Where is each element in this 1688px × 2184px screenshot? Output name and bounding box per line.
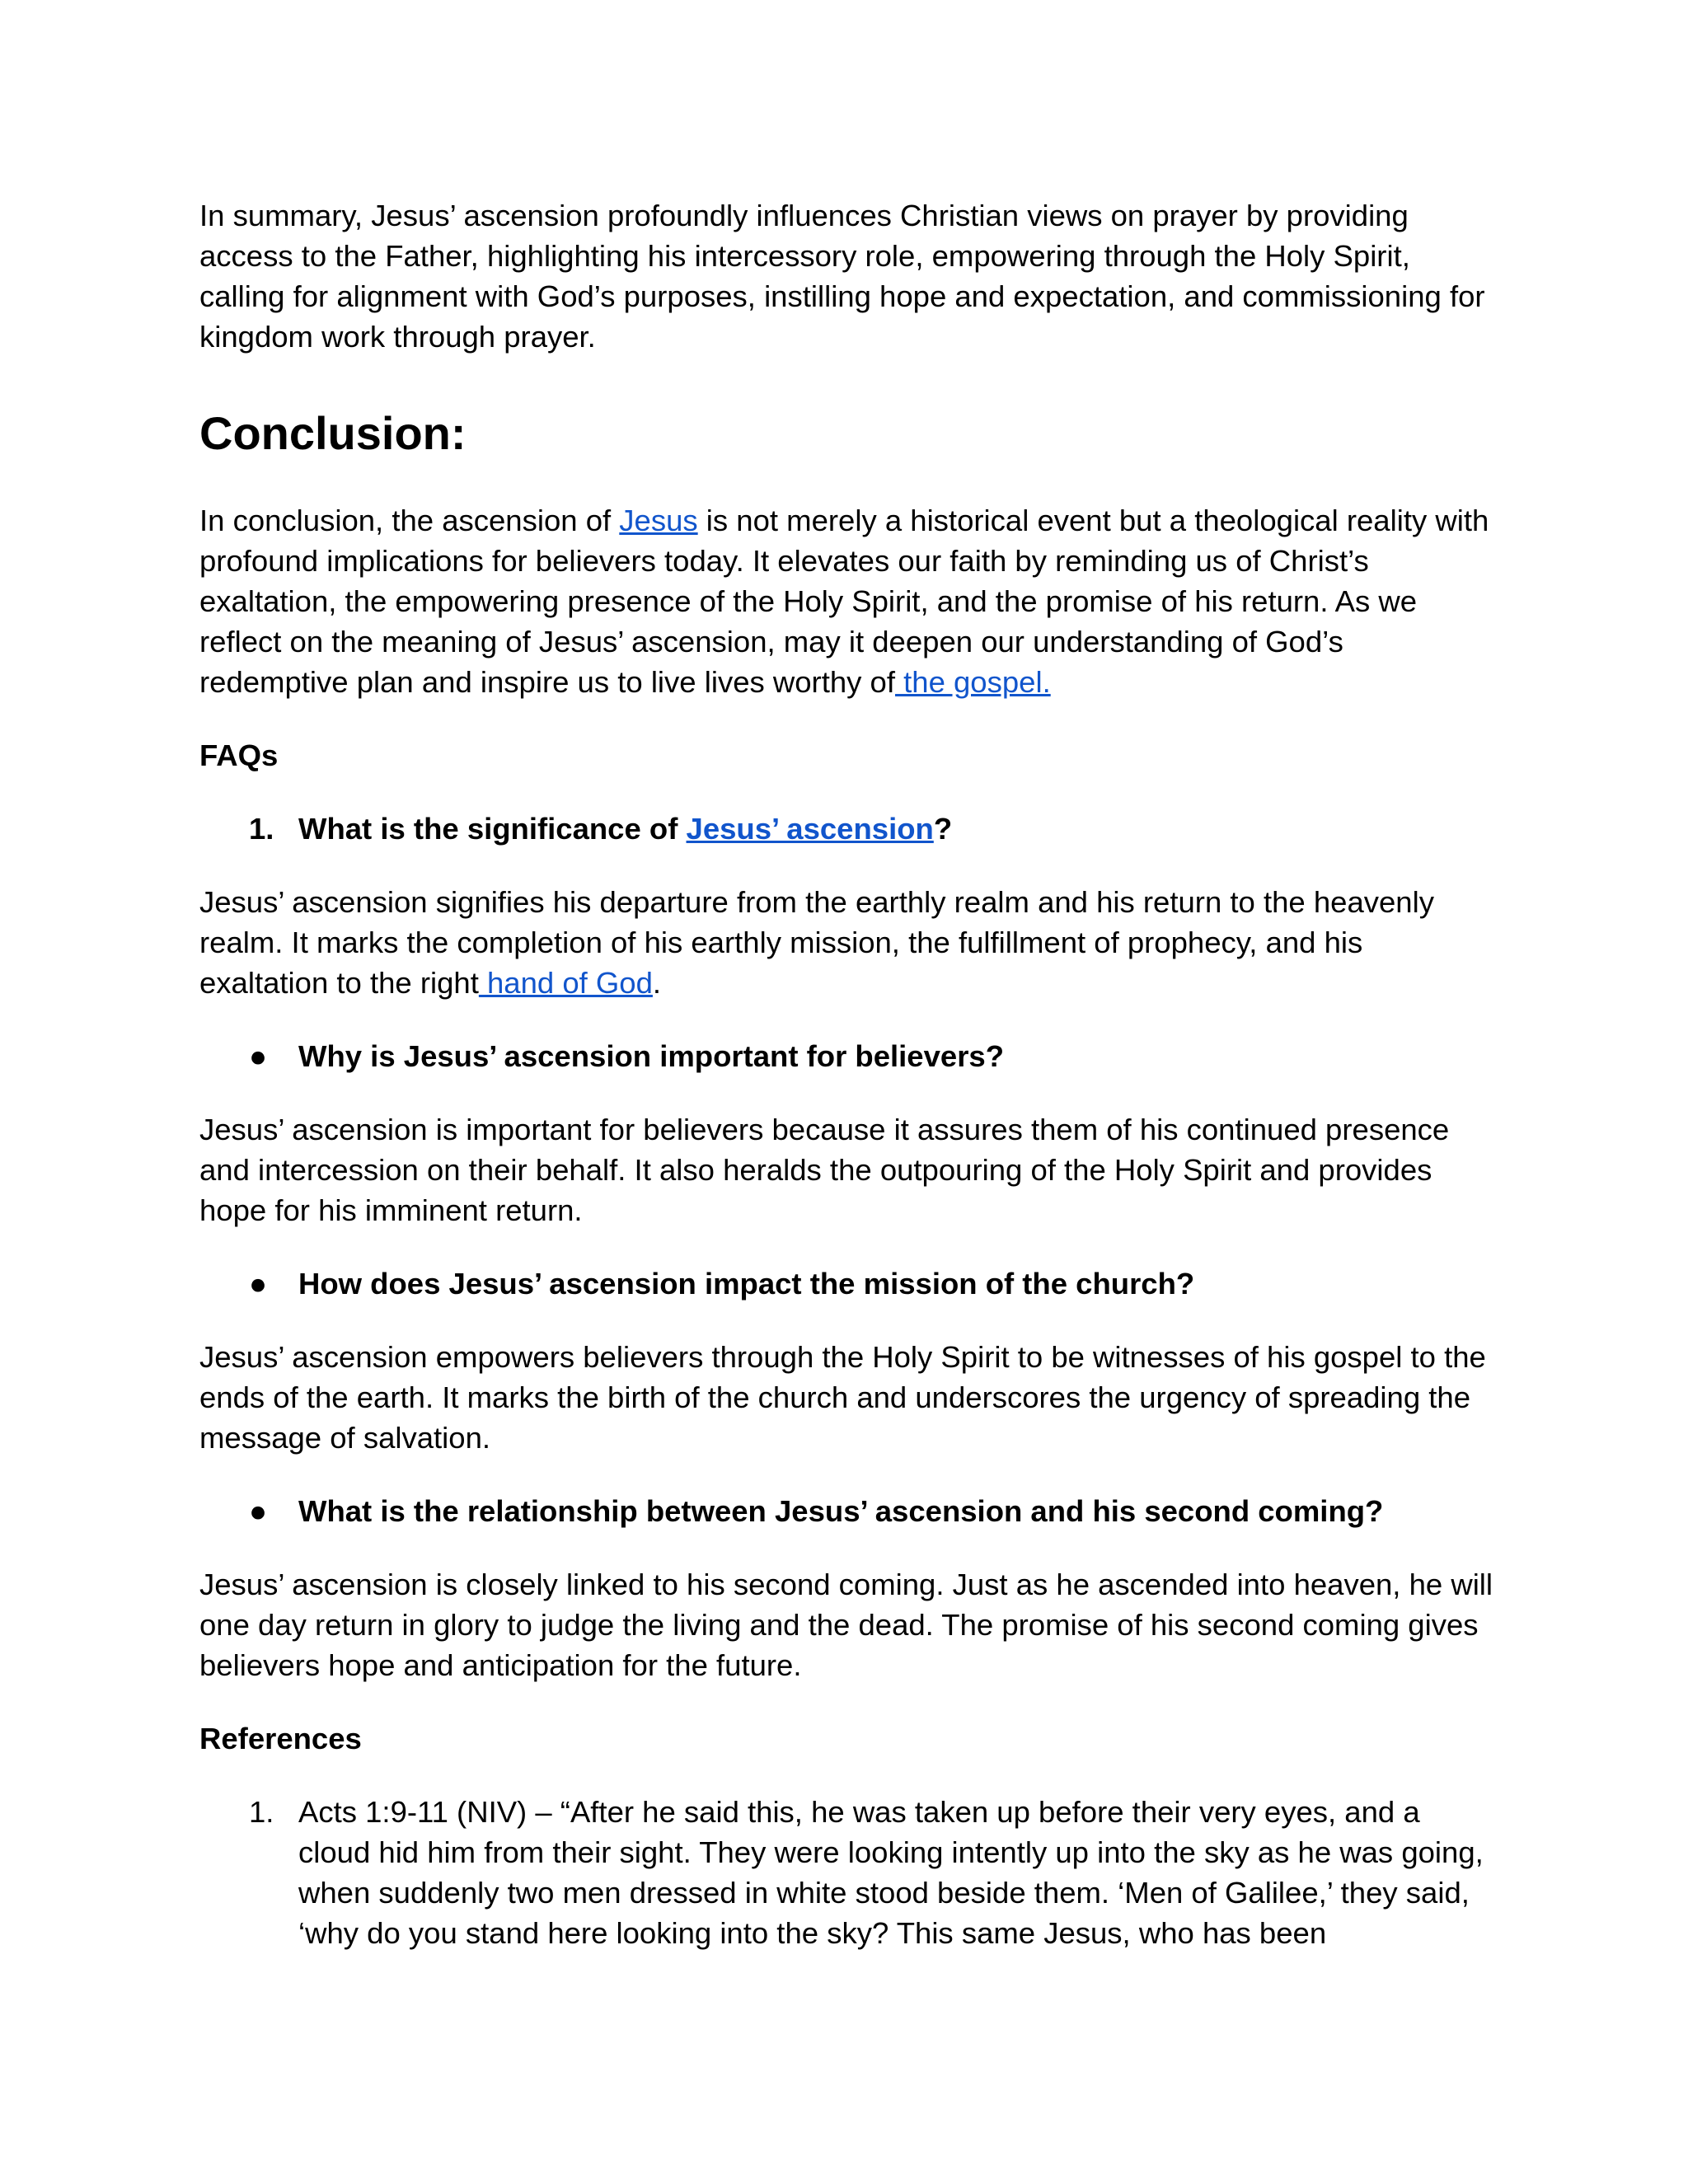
faq-question-3-text: How does Jesus’ ascension impact the mission of the church? <box>298 1267 1195 1301</box>
list-number: 1. <box>249 1795 274 1829</box>
conclusion-text-middle: is not merely a historical event but a theological reality with profound implications for believers today. It elevates our faith by reminding us of Christ’s exaltation, the empowering presence of the Holy Spirit, and the promise of his return. As we reflect on the meaning of Jesus’ ascension, may it deepen our understanding of God’s redemptive plan and inspire us to live lives worthy of <box>199 504 1489 699</box>
document-page <box>199 195 1493 1953</box>
faq-question-2-text: Why is Jesus’ ascension important for believers? <box>298 1039 1005 1073</box>
faq-question-3 <box>199 1263 1493 1304</box>
faq-question-1 <box>199 808 1493 849</box>
faq-question-4-text: What is the relationship between Jesus’ ascension and his second coming? <box>298 1494 1384 1528</box>
reference-item-text: Acts 1:9-11 (NIV) – “After he said this, he was taken up before their very eyes, and a cloud hid him from their sight. They were looking intently up into the sky as he was going, when suddenly two men dressed in white stood beside them. ‘Men of Galilee,’ they said, ‘why do you stand here looking into the sky? This same Jesus, who has been <box>298 1795 1484 1950</box>
faq-answer-1 <box>199 882 1493 1003</box>
faq-answer-3: Jesus’ ascension empowers believers through the Holy Spirit to be witnesses of his gospel to the ends of the earth. It marks the birth of the church and underscores the urgency of spreading the message of salvation. <box>199 1340 1486 1455</box>
jesus-ascension-link[interactable]: Jesus’ ascension <box>686 812 934 846</box>
references-heading: References <box>199 1722 362 1755</box>
faq-answer-1-text-after: . <box>652 966 662 1000</box>
gospel-link[interactable]: the gospel. <box>894 665 1051 699</box>
faq-answer-2: Jesus’ ascension is important for believers because it assures them of his continued presence and intercession on their behalf. It also heralds the outpouring of the Holy Spirit and provides hope for his imminent return. <box>199 1113 1450 1227</box>
bullet-icon: ● <box>249 1039 268 1073</box>
bullet-icon: ● <box>249 1494 268 1528</box>
faq-question-1-text-before: What is the significance of <box>298 812 687 846</box>
conclusion-text-before: In conclusion, the ascension of <box>199 504 620 537</box>
list-number: 1. <box>249 812 274 846</box>
faq-question-4 <box>199 1491 1493 1531</box>
reference-item <box>199 1792 1493 1953</box>
bullet-icon: ● <box>249 1267 268 1301</box>
faq-question-2 <box>199 1036 1493 1076</box>
conclusion-paragraph <box>199 500 1493 702</box>
jesus-link[interactable]: Jesus <box>619 504 698 537</box>
hand-of-god-link[interactable]: hand of God <box>478 966 653 1000</box>
faq-answer-1-text-before: Jesus’ ascension signifies his departure from the earthly realm and his return to the heavenly realm. It marks the completion of his earthly mission, the fulfillment of prophecy, and his exaltation to the right <box>199 885 1434 1000</box>
faq-answer-4: Jesus’ ascension is closely linked to his second coming. Just as he ascended into heaven, he will one day return in glory to judge the living and the dead. The promise of his second coming gives believers hope and anticipation for the future. <box>199 1568 1493 1682</box>
faqs-heading: FAQs <box>199 738 279 772</box>
summary-paragraph: In summary, Jesus’ ascension profoundly influences Christian views on prayer by providing access to the Father, highlighting his intercessory role, empowering through the Holy Spirit, calling for alignment with God’s purposes, instilling hope and expectation, and commissioning for kingdom work through prayer. <box>199 199 1485 354</box>
conclusion-heading: Conclusion: <box>199 407 467 459</box>
faq-question-1-text-after: ? <box>933 812 953 846</box>
